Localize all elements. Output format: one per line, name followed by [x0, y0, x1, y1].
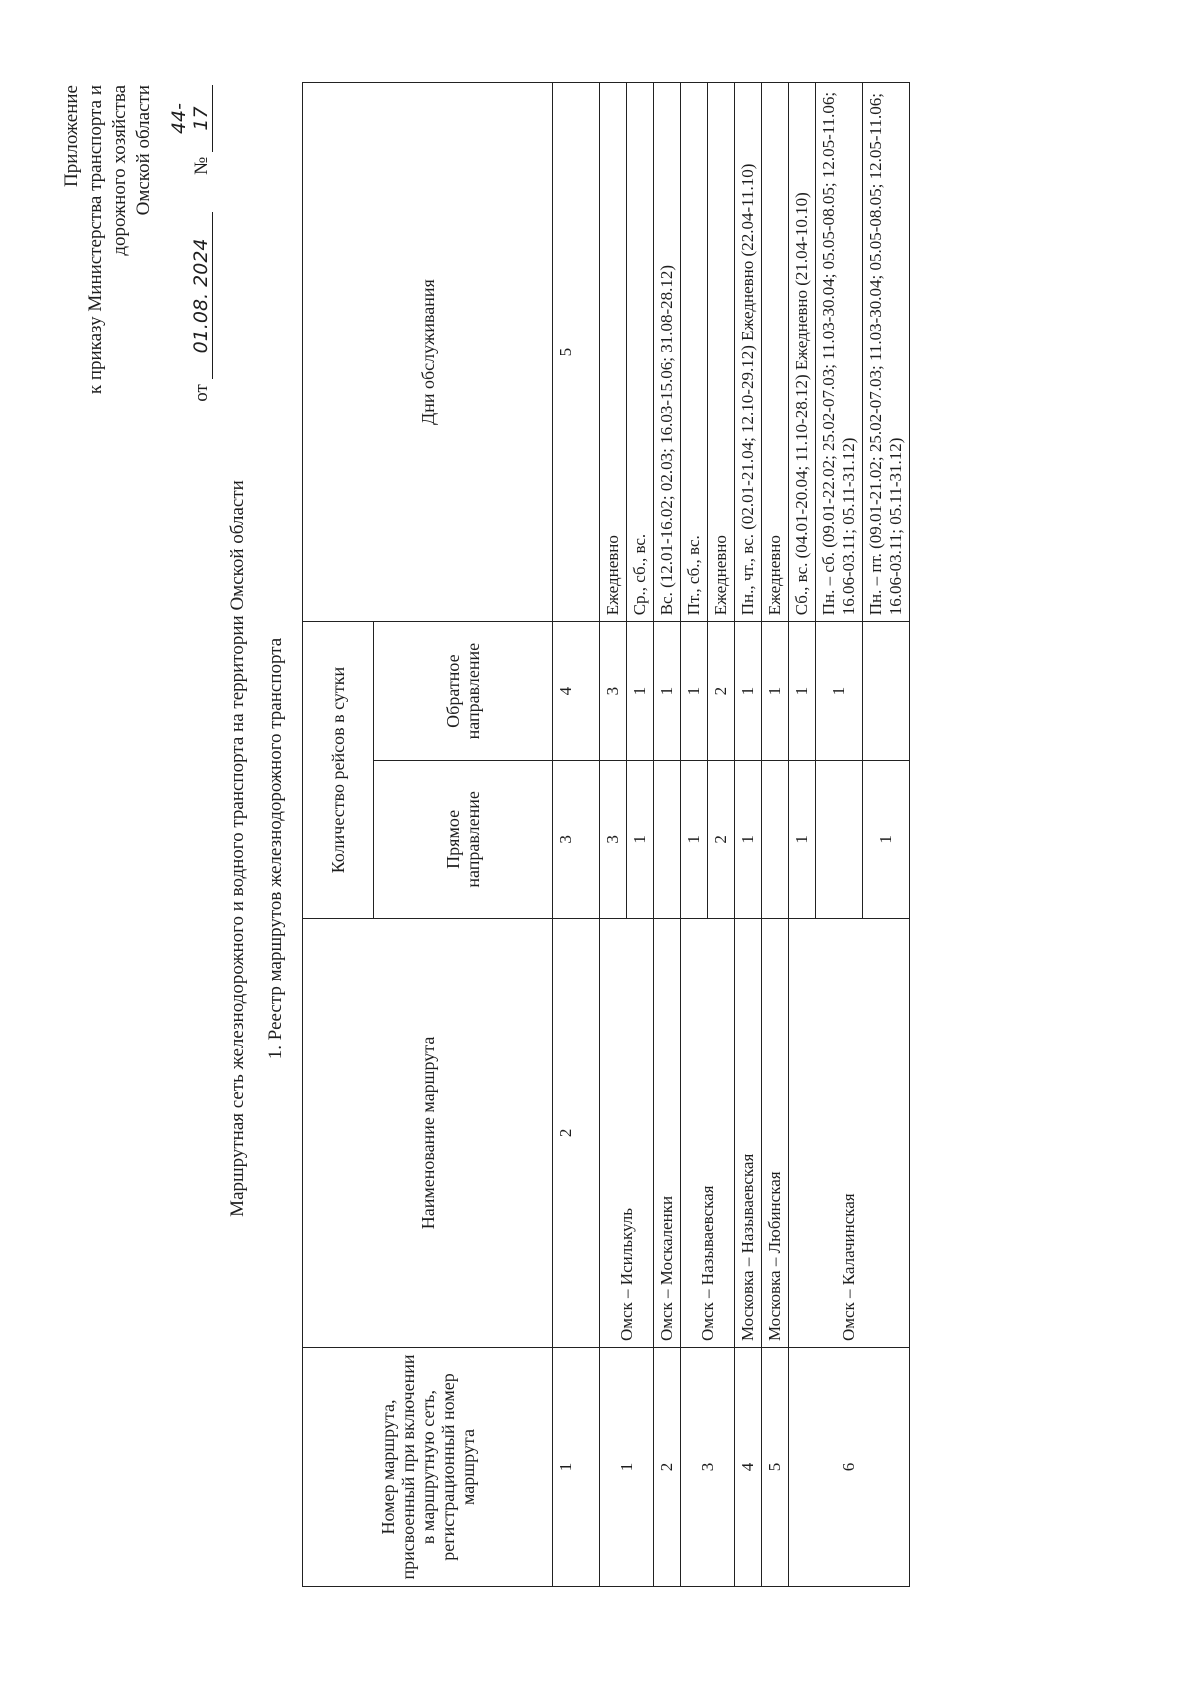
reverse-trips-cell: 1 — [789, 622, 816, 761]
routes-registry-table — [302, 82, 910, 1587]
handwritten-date: 01.08. 2024 — [190, 212, 213, 379]
service-days-cell: Пт., сб., вс. — [681, 83, 708, 622]
reverse-trips-cell: 3 — [600, 622, 627, 761]
reverse-trips-cell: 1 — [654, 622, 681, 761]
column-number: 1 — [553, 1348, 600, 1587]
appendix-header — [60, 85, 156, 394]
order-date-number — [168, 85, 213, 402]
column-number: 4 — [553, 622, 600, 761]
service-days-cell: Пн., чт., вс. (02.01-21.04; 12.10-29.12) Ежедневно (22.04-11.10) — [735, 83, 762, 622]
forward-trips-cell — [654, 760, 681, 918]
column-number: 2 — [553, 918, 600, 1347]
service-days-cell: Ежедневно — [708, 83, 735, 622]
forward-trips-cell: 1 — [627, 760, 654, 918]
route-name-cell: Омск – Москаленки — [654, 918, 681, 1347]
header-trips-per-day: Количество рейсов в сутки — [303, 622, 374, 918]
table-row — [789, 83, 816, 1587]
route-number-cell: 6 — [789, 1348, 910, 1587]
forward-trips-cell: 1 — [789, 760, 816, 918]
header-route-name: Наименование маршрута — [303, 918, 553, 1347]
service-days-cell: Пн. – пт. (09.01-21.02; 25.02-07.03; 11.03-30.04; 05.05-08.05; 12.05-11.06; 16.06-03.11; 05.11-31.12) — [863, 83, 910, 622]
forward-trips-cell: 3 — [600, 760, 627, 918]
appendix-line: Приложение — [61, 85, 82, 187]
header-service-days: Дни обслуживания — [303, 83, 553, 622]
table-row — [735, 83, 762, 1587]
route-name-cell: Московка – Называевская — [735, 918, 762, 1347]
route-number-cell: 4 — [735, 1348, 762, 1587]
header-forward-direction: Прямое направление — [374, 760, 553, 918]
reverse-trips-cell: 1 — [816, 622, 863, 761]
service-days-cell: Ежедневно — [600, 83, 627, 622]
service-days-cell: Вс. (12.01-16.02; 02.03; 16.03-15.06; 31.08-28.12) — [654, 83, 681, 622]
route-number-cell: 1 — [600, 1348, 654, 1587]
route-number-cell: 3 — [681, 1348, 735, 1587]
service-days-cell: Сб., вс. (04.01-20.04; 11.10-28.12) Ежедневно (21.04-10.10) — [789, 83, 816, 622]
column-numbers-row — [553, 83, 600, 1587]
appendix-line: дорожного хозяйства — [109, 85, 130, 256]
header-reverse-direction: Обратное направление — [374, 622, 553, 761]
appendix-line: Омской области — [133, 85, 154, 216]
table-row — [600, 83, 627, 1587]
table-row — [681, 83, 708, 1587]
table-row — [654, 83, 681, 1587]
service-days-cell: Ср., сб., вс. — [627, 83, 654, 622]
forward-trips-cell — [816, 760, 863, 918]
reverse-trips-cell: 1 — [681, 622, 708, 761]
reverse-trips-cell — [863, 622, 910, 761]
route-name-cell: Омск – Называевская — [681, 918, 735, 1347]
route-number-cell: 2 — [654, 1348, 681, 1587]
route-number-cell: 5 — [762, 1348, 789, 1587]
service-days-cell: Ежедневно — [762, 83, 789, 622]
forward-trips-cell: 1 — [681, 760, 708, 918]
route-name-cell: Московка – Любинская — [762, 918, 789, 1347]
reverse-trips-cell: 1 — [735, 622, 762, 761]
appendix-line: к приказу Министерства транспорта и — [85, 85, 106, 395]
forward-trips-cell: 1 — [863, 760, 910, 918]
number-prefix: № — [191, 156, 212, 175]
forward-trips-cell — [762, 760, 789, 918]
service-days-cell: Пн. – сб. (09.01-22.02; 25.02-07.03; 11.03-30.04; 05.05-08.05; 12.05-11.06; 16.06-03.11; 05.11-31.12) — [816, 83, 863, 622]
date-prefix: от — [191, 384, 212, 402]
table-row — [762, 83, 789, 1587]
column-number: 3 — [553, 760, 600, 918]
forward-trips-cell: 1 — [735, 760, 762, 918]
column-number: 5 — [553, 83, 600, 622]
handwritten-number: 44-17 — [168, 85, 213, 152]
route-name-cell: Омск – Калачинская — [789, 918, 910, 1347]
reverse-trips-cell: 1 — [627, 622, 654, 761]
document-title: Маршрутная сеть железнодорожного и водного транспорта на территории Омской области — [227, 480, 248, 1217]
header-route-number: Номер маршрута, присвоенный при включении в маршрутную сеть, регистрационный номер маршрута — [303, 1348, 553, 1587]
reverse-trips-cell: 2 — [708, 622, 735, 761]
route-name-cell: Омск – Исилькуль — [600, 918, 654, 1347]
reverse-trips-cell: 1 — [762, 622, 789, 761]
forward-trips-cell: 2 — [708, 760, 735, 918]
section-title: 1. Реестр маршрутов железнодорожного транспорта — [265, 637, 286, 1060]
